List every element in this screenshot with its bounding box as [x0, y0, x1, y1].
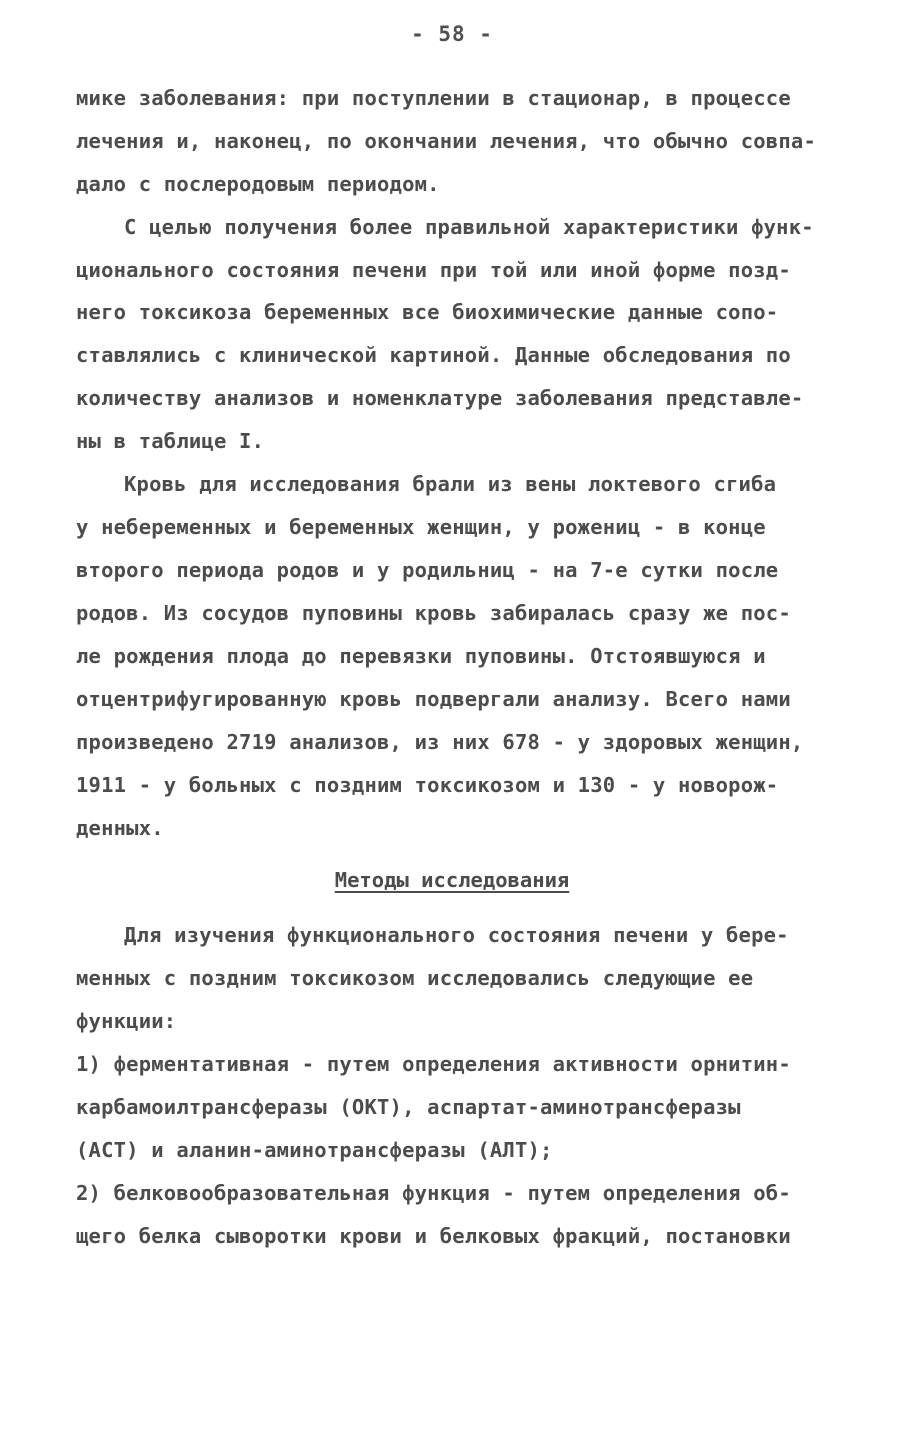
paragraph3-line: произведено 2719 анализов, из них 678 - у здоровых женщин,	[76, 730, 804, 754]
list-item-2-line: щего белка сыворотки крови и белковых фракций, постановки	[76, 1224, 791, 1248]
paragraph3-line: 1911 - у больных с поздним токсикозом и 130 - у новорож-	[76, 773, 779, 797]
paragraph1-line: лечения и, наконец, по окончании лечения, что обычно совпа-	[76, 129, 816, 153]
list-item-1-line: 1) ферментативная - путем определения активности орнитин-	[76, 1052, 791, 1076]
paragraph2-line: ционального состояния печени при той или иной форме позд-	[76, 258, 791, 282]
paragraph2-line: количеству анализов и номенклатуре заболевания представле-	[76, 386, 804, 410]
list-item-2-line: 2) белковообразовательная функция - путем определения об-	[76, 1181, 791, 1205]
paragraph1-line: мике заболевания: при поступлении в стационар, в процессе	[76, 86, 791, 110]
paragraph3-line: денных.	[76, 816, 164, 840]
paragraph2-line: ны в таблице I.	[76, 429, 265, 453]
paragraph3-line: второго периода родов и у родильниц - на 7-е сутки после	[76, 558, 779, 582]
paragraph4-line: менных с поздним токсикозом исследовались следующие ее	[76, 966, 754, 990]
paragraph2-line: ставлялись с клинической картиной. Данные обследования по	[76, 343, 791, 367]
paragraph3-line: Кровь для исследования брали из вены локтевого сгиба	[124, 472, 777, 496]
paragraph1-line: дало с послеродовым периодом.	[76, 172, 440, 196]
paragraph2-line: С целью получения более правильной характеристики функ-	[124, 215, 814, 239]
paragraph3-line: отцентрифугированную кровь подвергали анализу. Всего нами	[76, 687, 791, 711]
paragraph4-line: Для изучения функционального состояния печени у бере-	[124, 923, 789, 947]
paragraph3-line: ле рождения плода до перевязки пуповины. Отстоявшуюся и	[76, 644, 766, 668]
paragraph3-line: у небеременных и беременных женщин, у рожениц - в конце	[76, 515, 766, 539]
list-item-1-line: (АСТ) и аланин-аминотрансферазы (АЛТ);	[76, 1138, 553, 1162]
page-number: - 58 -	[411, 22, 493, 46]
paragraph2-line: него токсикоза беременных все биохимические данные сопо-	[76, 300, 779, 324]
paragraph4-line: функции:	[76, 1009, 177, 1033]
list-item-1-line: карбамоилтрансферазы (ОКТ), аспартат-аминотрансферазы	[76, 1095, 741, 1119]
section-heading: Методы исследования	[334, 868, 570, 892]
paragraph3-line: родов. Из сосудов пуповины кровь забиралась сразу же пос-	[76, 601, 791, 625]
